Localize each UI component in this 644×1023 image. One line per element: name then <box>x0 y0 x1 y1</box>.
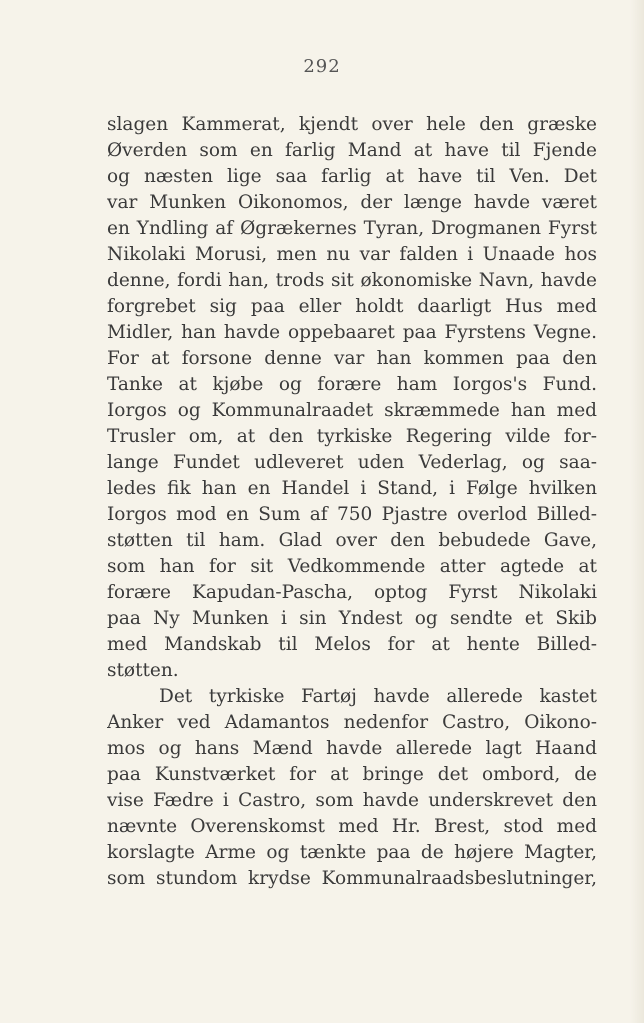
text-line: vise Fædre i Castro, som havde underskrevet den <box>107 790 597 811</box>
text-line: forgrebet sig paa eller holdt daarligt Hus med <box>107 296 597 317</box>
text-line: mos og hans Mænd havde allerede lagt Haand <box>107 738 597 759</box>
text-line: paa Ny Munken i sin Yndest og sendte et Skib <box>107 608 597 629</box>
text-line: som stundom krydse Kommunalraadsbeslutninger, <box>107 868 597 889</box>
text-line: forære Kapudan-Pascha, optog Fyrst Nikolaki <box>107 582 597 603</box>
text-line: med Mandskab til Melos for at hente Billed- <box>107 634 597 655</box>
text-line: nævnte Overenskomst med Hr. Brest, stod med <box>107 816 597 837</box>
text-line: Iorgos og Kommunalraadet skræmmede han med <box>107 400 597 421</box>
text-line: ledes fik han en Handel i Stand, i Følge hvilken <box>107 478 597 499</box>
page-number: 292 <box>303 56 341 77</box>
text-line: var Munken Oikonomos, der længe havde været <box>107 192 597 213</box>
page-edge-shadow <box>630 0 644 1023</box>
text-line: og næsten lige saa farlig at have til Ven. Det <box>107 166 597 187</box>
text-line: støtten. <box>107 660 179 681</box>
paragraph-start-line: Det tyrkiske Fartøj havde allerede kastet <box>159 686 597 707</box>
text-line: Øverden som en farlig Mand at have til Fjende <box>107 140 597 161</box>
text-line: paa Kunstværket for at bringe det ombord, de <box>107 764 597 785</box>
body-text <box>107 112 597 892</box>
text-line: støtten til ham. Glad over den bebudede Gave, <box>107 530 597 551</box>
text-line: Nikolaki Morusi, men nu var falden i Unaade hos <box>107 244 597 265</box>
text-line: som han for sit Vedkommende atter agtede at <box>107 556 597 577</box>
text-line: korslagte Arme og tænkte paa de højere Magter, <box>107 842 597 863</box>
text-line: Anker ved Adamantos nedenfor Castro, Oikono- <box>107 712 597 733</box>
text-line: lange Fundet udleveret uden Vederlag, og saa- <box>107 452 597 473</box>
text-line: Midler, han havde oppebaaret paa Fyrstens Vegne. <box>107 322 597 343</box>
text-line: Iorgos mod en Sum af 750 Pjastre overlod Billed- <box>107 504 597 525</box>
text-line: en Yndling af Øgrækernes Tyran, Drogmanen Fyrst <box>107 218 597 239</box>
text-line: Tanke at kjøbe og forære ham Iorgos's Fund. <box>107 374 597 395</box>
text-line: Trusler om, at den tyrkiske Regering vilde for- <box>107 426 597 447</box>
text-line: slagen Kammerat, kjendt over hele den græske <box>107 114 597 135</box>
text-line: denne, fordi han, trods sit økonomiske Navn, havde <box>107 270 597 291</box>
text-line: For at forsone denne var han kommen paa den <box>107 348 597 369</box>
